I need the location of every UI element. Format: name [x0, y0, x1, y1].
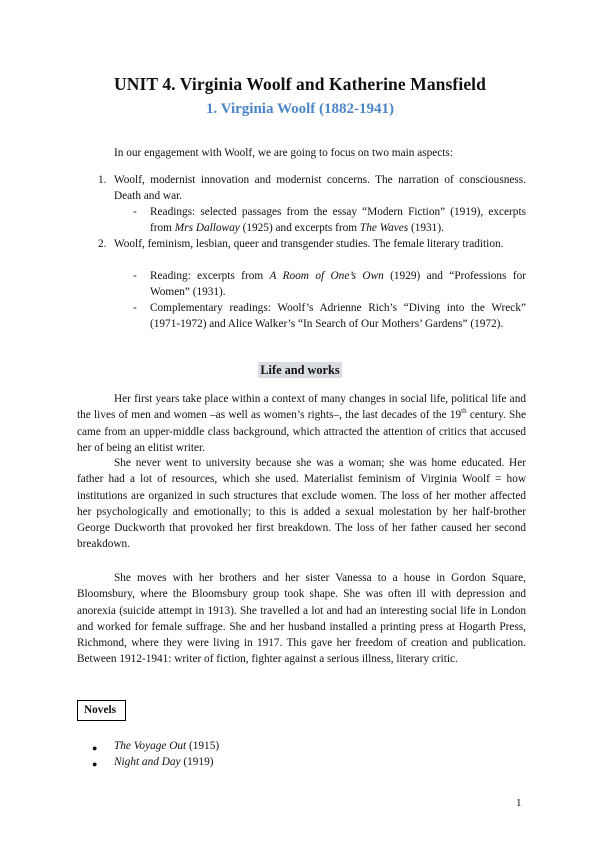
- paragraph: Her first years take place within a context of many changes in social life, political life and the lives of men and women –as well as women’s rights–, the last decades of the 19th century. She came from an upper-middle class background, which attracted the attention of critics that accused her of being an elitist writer.: [77, 393, 526, 454]
- list-item: Woolf, modernist innovation and modernist concerns. The narration of consciousness. Death and war.: [114, 174, 526, 203]
- list-number: 1.: [98, 174, 107, 186]
- work-title: Mrs Dalloway: [174, 222, 240, 235]
- sub-list-item: Complementary readings: Woolf’s Adrienne Rich’s “Diving into the Wreck” (1971-1972) and Alice Walker’s “In Search of Our Mothers’ Gardens” (1972).: [150, 302, 526, 331]
- page-number: 1: [516, 797, 522, 809]
- novels-heading: Novels: [77, 700, 126, 721]
- work-title: The Waves: [359, 222, 409, 235]
- list-dash: -: [133, 302, 137, 314]
- intro-text: In our engagement with Woolf, we are going to focus on two main aspects:: [114, 147, 453, 159]
- work-title: A Room of One’s Own: [269, 270, 384, 282]
- list-item: The Voyage Out (1915): [114, 740, 220, 752]
- list-item: Night and Day (1919): [114, 756, 214, 768]
- sub-list-item: Readings: selected passages from the essay “Modern Fiction” (1919), excerpts from Mrs Dalloway (1925) and excerpts from The Waves (1931).: [150, 206, 526, 235]
- list-dash: -: [133, 206, 137, 218]
- list-dash: -: [133, 270, 137, 282]
- bullet-icon: ●: [92, 743, 98, 753]
- list-number: 2.: [98, 238, 107, 250]
- page-title: UNIT 4. Virginia Woolf and Katherine Mansfield: [114, 74, 486, 94]
- bullet-icon: ●: [92, 759, 98, 769]
- section-heading: Life and works: [260, 363, 340, 377]
- list-item: Woolf, feminism, lesbian, queer and transgender studies. The female literary tradition.: [114, 238, 504, 250]
- sub-list-item: Reading: excerpts from A Room of One’s Own (1929) and “Professions for Women” (1931).: [150, 270, 526, 299]
- paragraph: She never went to university because she was a woman; she was home educated. Her father had a lot of resources, which she used. Materialist feminism of Virginia Woolf = how institutions are organized in such structures that exclude women. The loss of her mother affected her psychologically and emotionally; to this is added a sexual molestation by her half-brother George Duckworth that provoked her first breakdown. The loss of her father caused her second breakdown.: [77, 457, 526, 551]
- paragraph: She moves with her brothers and her sister Vanessa to a house in Gordon Square, Bloomsbury, where the Bloomsbury group took shape. She was often ill with depression and anorexia (suicide attempt in 1913). She travelled a lot and had an interesting social life in London and worked for female suffrage. She and her husband installed a printing press at Hogarth Press, Richmond, where they were living in 1917. This gave her freedom of creation and publication. Between 1912-1941: writer of fiction, fighter against a serious illness, literary critic.: [77, 572, 526, 666]
- section-subtitle: 1. Virginia Woolf (1882-1941): [205, 101, 395, 117]
